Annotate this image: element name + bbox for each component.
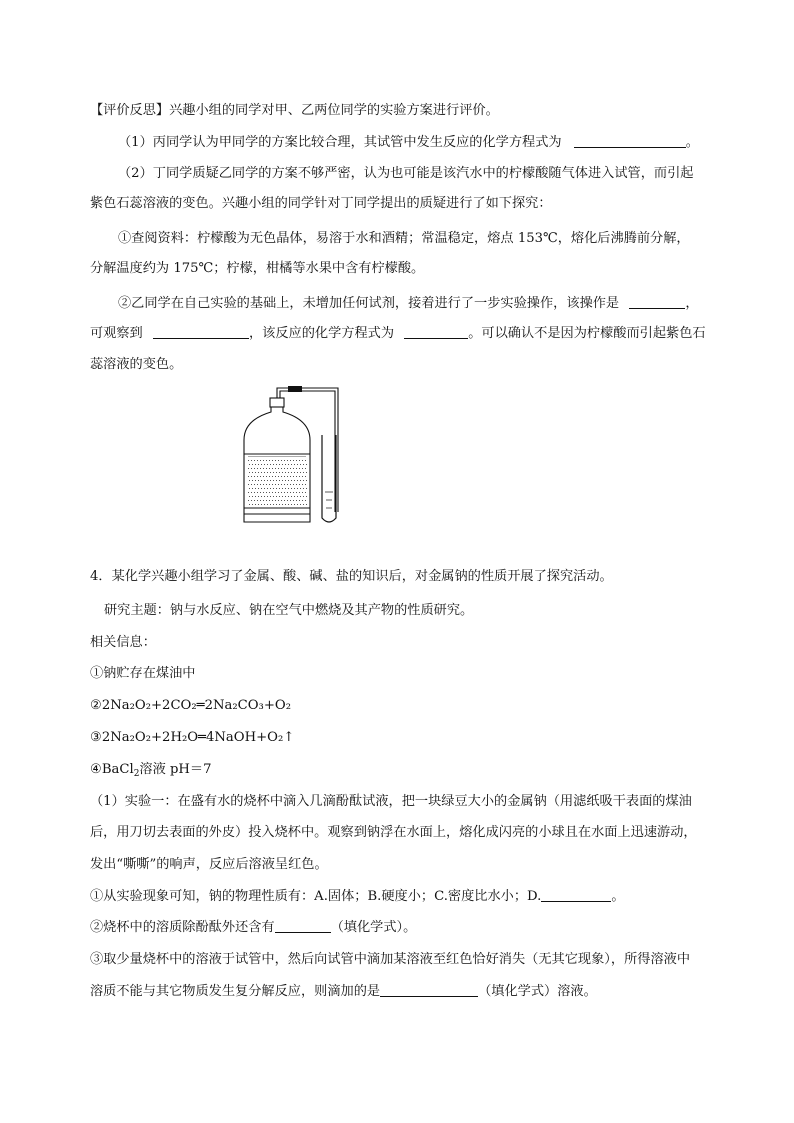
rubber-connector (288, 386, 302, 392)
question-line (118, 294, 699, 314)
subscript: 2 (133, 769, 140, 779)
test-tube-liquid (325, 492, 333, 508)
question-text: ，该反应的化学方程式为 (248, 326, 395, 341)
question-4: 4．某化学兴趣小组学习了金属、酸、碱、盐的知识后，对金属钠的性质开展了探究活动。 (90, 569, 613, 584)
bottle-cap (270, 398, 284, 407)
bottle-liquid (248, 456, 307, 505)
info-heading: 相关信息： (90, 635, 156, 650)
question-text: 可观察到 (90, 326, 143, 341)
evaluation-heading: 【评价反思】兴趣小组的同学对甲、乙两位同学的实验方案进行评价。 (90, 103, 499, 118)
question-text: 溶质不能与其它物质发生复分解反应，则滴加的是 (90, 984, 381, 999)
experiment-line: ③取少量烧杯中的溶液于试管中，然后向试管中滴加某溶液至红色恰好消失（无其它现象），所得溶液中 (90, 952, 691, 967)
research-theme: 研究主题：钠与水反应、钠在空气中燃烧及其产物的性质研究。 (104, 603, 474, 618)
answer-blank[interactable] (629, 294, 685, 309)
question-text: （填化学式）。 (330, 920, 417, 935)
info-item: ①钠贮存在煤油中 (90, 666, 196, 681)
experiment-line (90, 887, 625, 907)
question-text: 。可以确认不是因为柠檬酸而引起紫色石 (468, 326, 706, 341)
answer-blank[interactable] (574, 133, 686, 148)
question-text: ②乙同学在自己实验的基础上，未增加任何试剂，接着进行了一步实验操作，该操作是 (118, 296, 620, 311)
question-line: ①查阅资料：柠檬酸为无色晶体，易溶于水和酒精；常温稳定，熔点 153℃，熔化后沸腾前分解， (118, 231, 690, 246)
formula: ④BaCl (90, 762, 134, 777)
answer-blank[interactable] (380, 982, 478, 997)
answer-blank[interactable] (541, 887, 611, 902)
experiment-line (90, 982, 597, 1002)
punctuation: ， (685, 296, 699, 311)
question-text: （1）丙同学认为甲同学的方案比较合理，其试管中发生反应的化学方程式为 (118, 135, 562, 150)
experiment-line: （1）实验一：在盛有水的烧杯中滴入几滴酚酞试液，把一块绿豆大小的金属钠（用滤纸吸干表面的煤油 (90, 794, 692, 809)
answer-blank[interactable] (153, 324, 249, 339)
question-line (118, 133, 699, 153)
answer-blank[interactable] (275, 918, 331, 933)
question-line: 蕊溶液的变色。 (90, 357, 183, 372)
delivery-tube (277, 388, 338, 512)
info-item: ②2Na₂O₂+2CO₂═2Na₂CO₃+O₂ (90, 698, 291, 713)
punctuation: 。 (611, 889, 625, 904)
question-text: （填化学式）溶液。 (478, 984, 597, 999)
question-line (90, 324, 706, 344)
question-text: ①从实验现象可知，钠的物理性质有：A.固体；B.硬度小；C.密度比水小；D. (90, 889, 542, 904)
formula-text: 溶液 pH＝7 (139, 762, 212, 777)
question-line: （2）丁同学质疑乙同学的方案不够严密，认为也可能是该汽水中的柠檬酸随气体进入试管，而引起 (118, 166, 694, 181)
experiment-line: 后，用刀切去表面的外皮）投入烧杯中。观察到钠浮在水面上，熔化成闪亮的小球且在水面上迅速游动， (90, 825, 697, 840)
question-line: 紫色石蕊溶液的变色。兴趣小组的同学针对丁同学提出的质疑进行了如下探究： (90, 196, 552, 211)
question-line: 分解温度约为 175℃；柠檬，柑橘等水果中含有柠檬酸。 (90, 261, 425, 276)
test-tube (322, 435, 336, 522)
info-item: ③2Na₂O₂+2H₂O═4NaOH+O₂↑ (90, 730, 295, 745)
apparatus-figure (230, 380, 350, 530)
experiment-line: 发出“嘶嘶”的响声，反应后溶液呈红色。 (90, 857, 328, 872)
answer-blank[interactable] (404, 324, 468, 339)
experiment-line (90, 918, 416, 938)
punctuation: 。 (685, 135, 699, 150)
question-text: ②烧杯中的溶质除酚酞外还含有 (90, 920, 275, 935)
info-item (90, 760, 212, 784)
